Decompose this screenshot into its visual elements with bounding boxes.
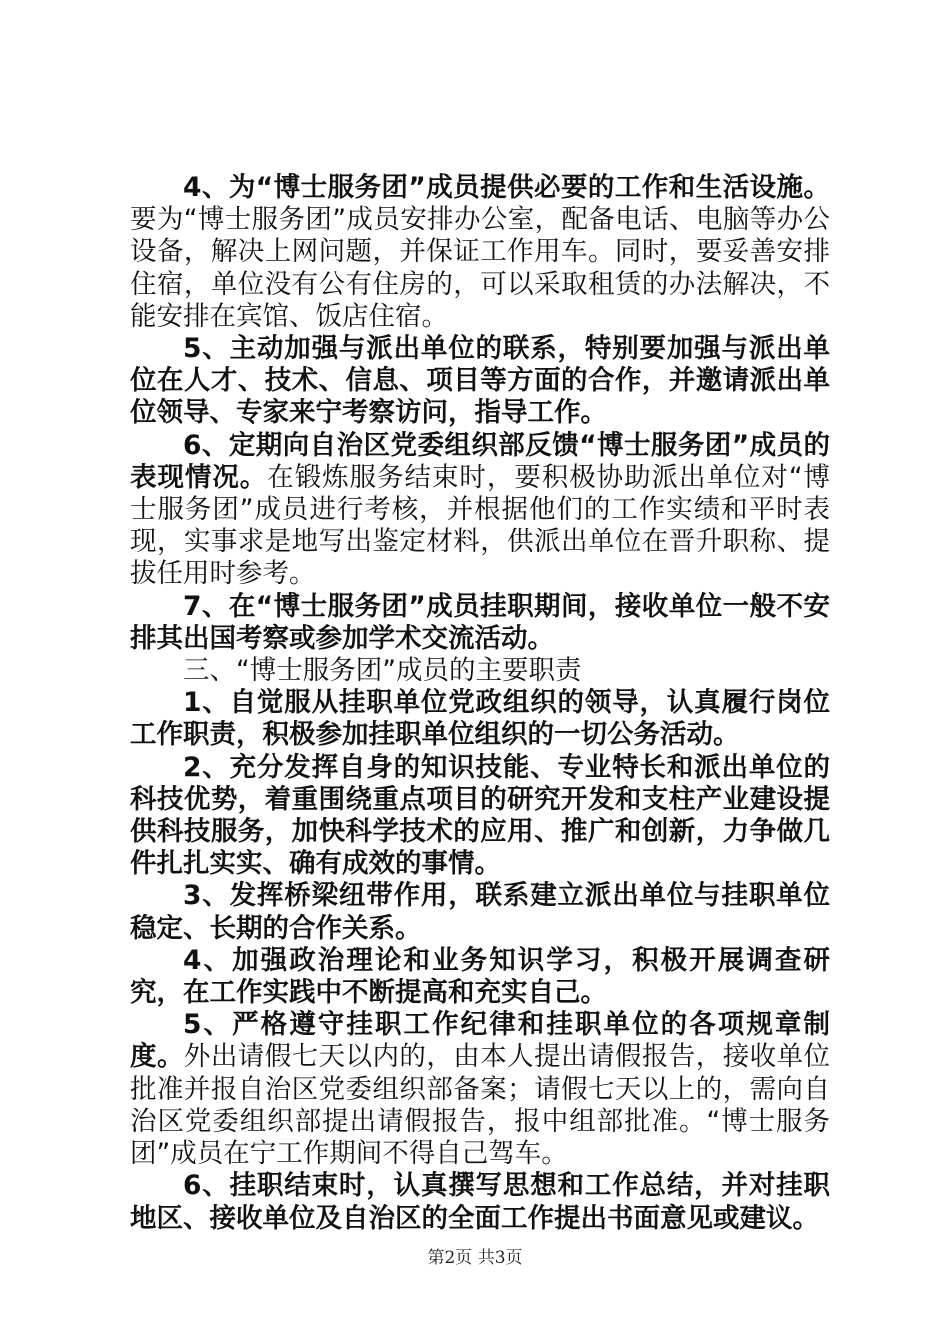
paragraph-5-contact [130,333,830,430]
duty-3-bridge [130,880,830,944]
page-number-footer: 第2页 共3页 [427,1248,523,1268]
section-heading-text: 三、“博士服务团”成员的主要职责 [183,655,582,687]
paragraph-lead: 3、发挥桥梁纽带作用，联系建立派出单位与挂职单位稳定、长期的合作关系。 [130,880,830,944]
paragraph-lead: 6、挂职结束时，认真撰写思想和工作总结，并对挂职地区、接收单位及自治区的全面工作提出书面意见或建议。 [130,1170,830,1234]
paragraph-lead: 4、为“博士服务团”成员提供必要的工作和生活设施。 [183,172,830,203]
duty-5-discipline [130,1009,830,1170]
paragraph-7-travel [130,591,830,655]
paragraph-body: 在锻炼服务结束时，要积极协助派出单位对“博士服务团”成员进行考核，并根据他们的工作实绩和平时表现，实事求是地写出鉴定材料，供派出单位在晋升职称、提拔任用时参考。 [130,461,831,590]
paragraph-6-feedback [130,430,830,591]
paragraph-lead: 4、加强政治理论和业务知识学习，积极开展调查研究，在工作实践中不断提高和充实自己。 [130,944,830,1009]
paragraph-lead: 6、定期向自治区党委组织部反馈“博士服务团”成员的表现情况。 [130,429,830,493]
duty-4-study [130,945,830,1009]
paragraph-lead: 2、充分发挥自身的知识技能、专业特长和派出单位的科技优势，着重围绕重点项目的研究开发和支柱产业建设提供科技服务，加快科学技术的应用、推广和创新，力争做几件扎扎实实、确有成效的事情。 [130,751,830,880]
paragraph-lead: 7、在“博士服务团”成员挂职期间，接收单位一般不安排其出国考察或参加学术交流活动。 [130,590,830,654]
duty-6-summary [130,1170,830,1234]
duty-1-obey [130,687,830,751]
document-body [130,172,830,1235]
paragraph-4-facilities [130,172,830,333]
section-heading-duties [130,655,830,687]
duty-2-expertise [130,752,830,881]
paragraph-lead: 5、主动加强与派出单位的联系，特别要加强与派出单位在人才、技术、信息、项目等方面的合作，并邀请派出单位领导、专家来宁考察访问，指导工作。 [130,333,830,429]
paragraph-lead: 1、自觉服从挂职单位党政组织的领导，认真履行岗位工作职责，积极参加挂职单位组织的一切公务活动。 [130,687,830,751]
paragraph-body: 要为“博士服务团”成员安排办公室，配备电话、电脑等办公设备，解决上网问题，并保证工作用车。同时，要妥善安排住宿，单位没有公有住房的，可以采取租赁的办法解决，不能安排在宾馆、饭店住宿。 [130,204,830,332]
paragraph-body: 外出请假七天以内的，由本人提出请假报告，接收单位批准并报自治区党委组织部备案；请假七天以上的，需向自治区党委组织部提出请假报告，报中组部批准。“博士服务团”成员在宁工作期间不得自己驾车。 [130,1041,831,1170]
paragraph-lead: 5、严格遵守挂职工作纪律和挂职单位的各项规章制度。 [130,1009,830,1073]
